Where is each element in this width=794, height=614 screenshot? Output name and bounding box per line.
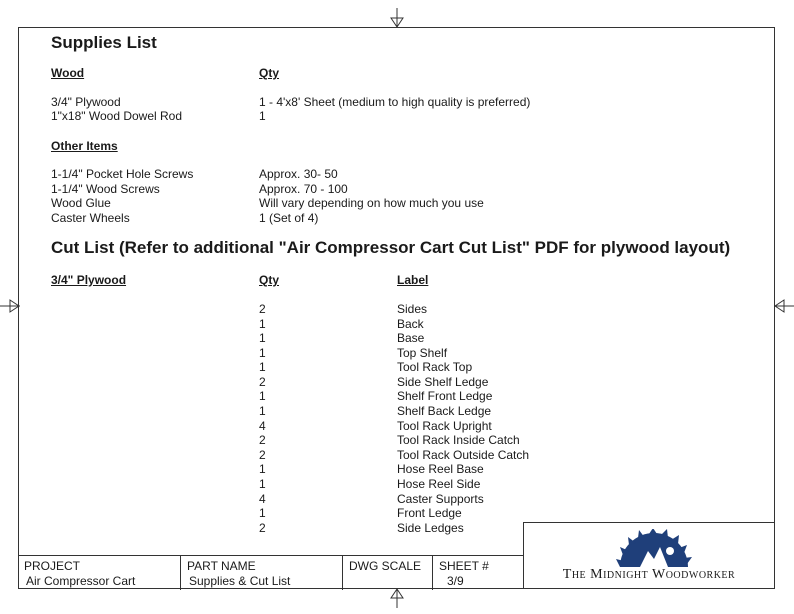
supplies-title: Supplies List xyxy=(51,33,157,52)
cut-row-label: Tool Rack Upright xyxy=(397,418,492,433)
cut-row-qty: 2 xyxy=(259,374,266,389)
cut-row-label: Top Shelf xyxy=(397,345,448,360)
project-label: PROJECT xyxy=(24,559,81,573)
cut-list-title: Cut List (Refer to additional "Air Compressor Cart Cut List" PDF for plywood layout) xyxy=(51,238,731,257)
cut-row-qty: 4 xyxy=(259,491,266,506)
dwg-scale-cell xyxy=(343,556,433,590)
logo-block xyxy=(523,522,775,589)
other-item-qty: Approx. 30- 50 xyxy=(259,167,338,181)
cut-row-qty: 2 xyxy=(259,302,266,316)
other-item-qty: 1 (Set of 4) xyxy=(259,211,319,225)
other-items-header: Other Items xyxy=(51,139,118,153)
part-name-cell xyxy=(181,556,343,590)
sheet-label: SHEET # xyxy=(439,559,489,573)
part-name-value: Supplies & Cut List xyxy=(189,574,291,588)
other-item-name: 1-1/4" Wood Screws xyxy=(51,182,160,196)
wood-item-name: 1"x18" Wood Dowel Rod xyxy=(51,109,183,123)
cut-row-qty: 1 xyxy=(259,331,266,346)
cut-row-label: Side Shelf Ledge xyxy=(397,374,489,389)
dwg-scale-label: DWG SCALE xyxy=(349,559,422,573)
cut-row-qty: 2 xyxy=(259,447,266,462)
cut-row-label: Back xyxy=(397,316,424,331)
cut-row-label: Base xyxy=(397,331,425,346)
wood-item-qty: 1 xyxy=(259,109,266,123)
cut-row-qty: 1 xyxy=(259,476,266,491)
cut-row-qty: 1 xyxy=(259,506,266,521)
other-item-qty: Approx. 70 - 100 xyxy=(259,182,348,196)
cut-row-qty: 1 xyxy=(259,462,266,477)
cut-row-label: Hose Reel Base xyxy=(397,462,484,477)
brand-name: The Midnight Woodworker xyxy=(562,567,736,582)
cut-row-label: Front Ledge xyxy=(397,506,462,521)
right-center-marker xyxy=(772,298,794,314)
cut-row-label: Shelf Back Ledge xyxy=(397,404,492,419)
wood-header: Wood xyxy=(51,66,85,80)
cut-row-label: Tool Rack Inside Catch xyxy=(397,433,520,448)
cut-row-qty: 2 xyxy=(259,433,266,448)
cut-row-qty: 1 xyxy=(259,404,266,419)
wood-item-name: 3/4" Plywood xyxy=(51,95,121,109)
wood-item-qty: 1 - 4'x8' Sheet (medium to high quality is preferred) xyxy=(259,95,531,109)
project-value: Air Compressor Cart xyxy=(26,574,136,588)
title-block xyxy=(18,555,523,590)
cut-row-label: Tool Rack Outside Catch xyxy=(397,447,530,462)
sheet-value: 3/9 xyxy=(447,574,464,588)
top-center-marker xyxy=(389,8,405,30)
qty-header: Qty xyxy=(259,66,280,80)
cut-row-label: Sides xyxy=(397,302,428,316)
other-item-name: 1-1/4" Pocket Hole Screws xyxy=(51,167,194,181)
saw-blade-logo-icon xyxy=(614,529,694,569)
left-center-marker xyxy=(0,298,22,314)
cut-label-header: Label xyxy=(397,273,429,287)
part-name-label: PART NAME xyxy=(187,559,256,573)
other-item-qty: Will vary depending on how much you use xyxy=(259,196,484,210)
cut-row-qty: 1 xyxy=(259,360,266,375)
cut-row-qty: 2 xyxy=(259,520,266,535)
cut-row-qty: 1 xyxy=(259,345,266,360)
cut-row-qty: 1 xyxy=(259,389,266,404)
cut-row-qty: 1 xyxy=(259,316,266,331)
cut-material-header: 3/4" Plywood xyxy=(51,273,127,287)
cut-row-label: Hose Reel Side xyxy=(397,476,481,491)
other-item-name: Wood Glue xyxy=(51,196,111,210)
cut-qty-header: Qty xyxy=(259,273,280,287)
cut-row-label: Side Ledges xyxy=(397,520,464,535)
other-item-name: Caster Wheels xyxy=(51,211,130,225)
sheet-cell xyxy=(433,556,523,590)
cut-row-label: Tool Rack Top xyxy=(397,360,473,375)
project-cell xyxy=(18,556,181,590)
cut-row-label: Shelf Front Ledge xyxy=(397,389,493,404)
cut-row-qty: 4 xyxy=(259,418,266,433)
cut-row-label: Caster Supports xyxy=(397,491,484,506)
